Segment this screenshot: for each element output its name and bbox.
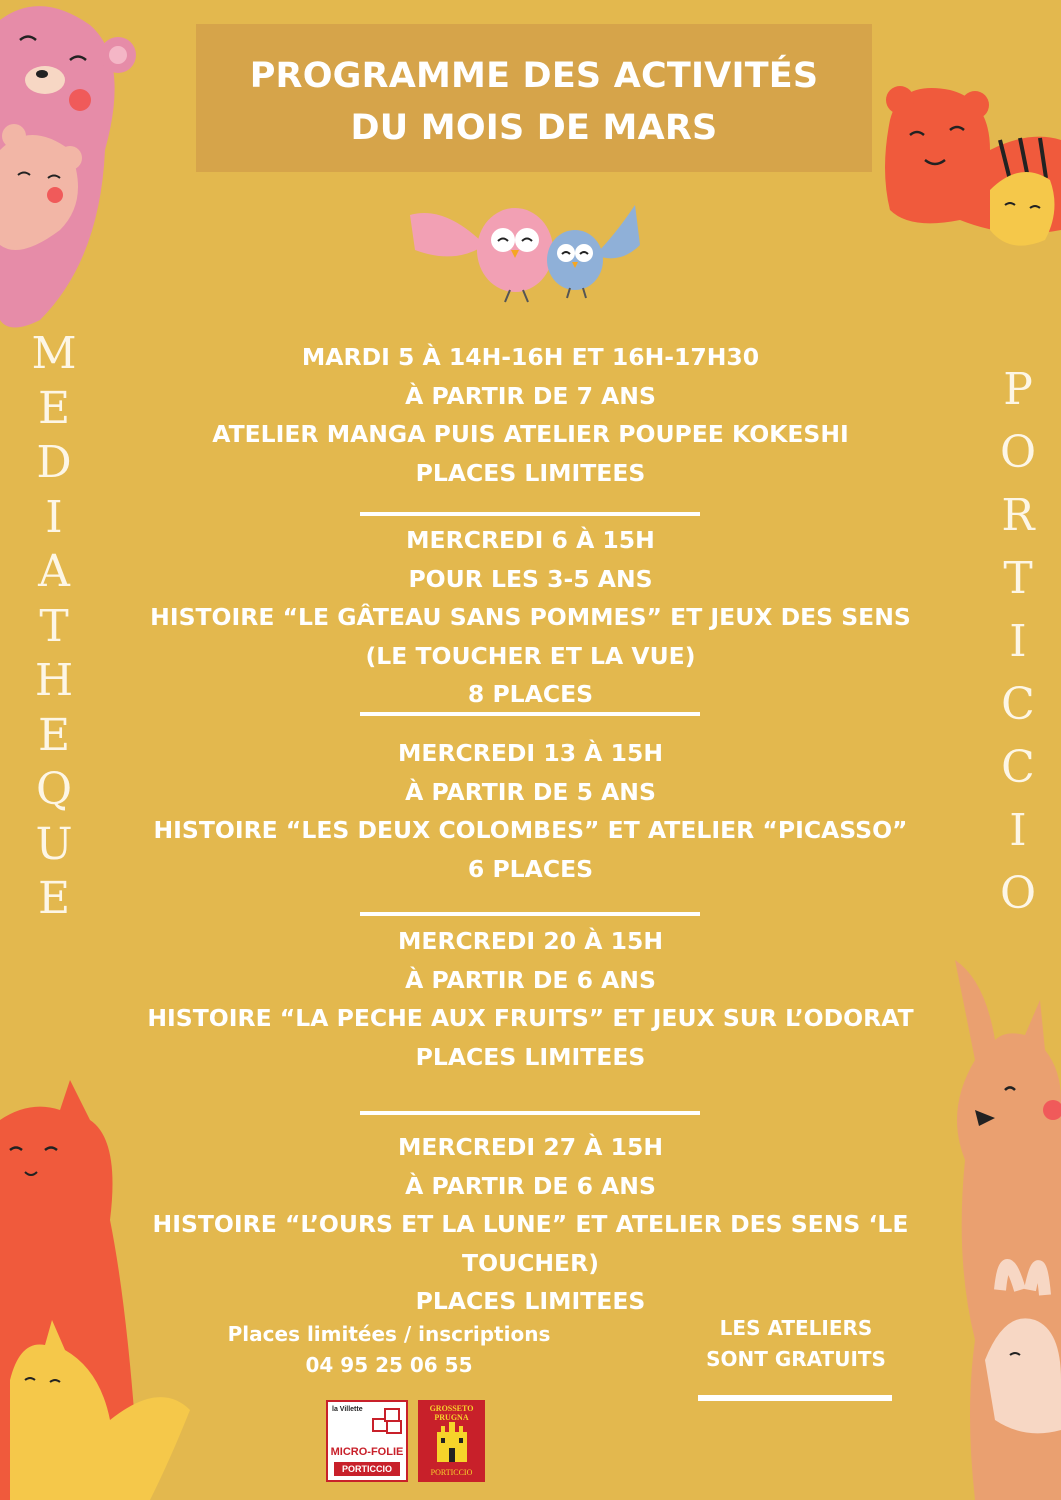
session-places: 6 PLACES [467,854,594,883]
grosseto-prugna-logo [418,1400,485,1482]
title-line-2: DU MOIS DE MARS [350,108,718,148]
session-date: MERCREDI 20 À 15H [398,927,663,955]
session-block [0,734,1061,888]
separator-line [360,512,700,516]
inscriptions-label: Places limitées / inscriptions [227,1322,551,1346]
session-block [0,922,1061,1076]
free-notice-underline [698,1395,892,1401]
vertical-letter: M [31,328,77,379]
title-banner [196,24,872,172]
vertical-letter: Q [35,764,73,815]
vertical-letter: U [35,818,73,870]
vertical-letter: I [1009,616,1027,667]
session-age: À PARTIR DE 5 ANS [405,777,656,806]
logo-brand: la Villette [332,1406,363,1413]
tiger-illustration [880,80,1061,280]
session-activity: ATELIER MANGA PUIS ATELIER POUPEE KOKESHI [212,420,849,448]
session-date: MARDI 5 À 14H-16H ET 16H-17H30 [301,343,760,371]
vertical-letter: I [1009,805,1027,856]
logo-bottom-text: PORTICCIO [430,1468,473,1477]
session-date: MERCREDI 6 À 15H [406,526,655,554]
session-activity: HISTOIRE “L’OURS ET LA LUNE” ET ATELIER DES SENS ‘LE [152,1210,909,1238]
separator-line [360,712,700,716]
vertical-letter: E [37,873,71,924]
vertical-letter: T [39,600,69,652]
session-activity: HISTOIRE “LES DEUX COLOMBES” ET ATELIER “PICASSO” [153,816,908,844]
vertical-letter: C [1001,679,1035,730]
owls-illustration [405,195,645,305]
vertical-letter: D [36,437,72,488]
castle-icon [435,1418,469,1462]
session-places: PLACES LIMITEES [415,1287,646,1315]
session-places: 8 PLACES [467,680,594,708]
free-notice [676,1313,916,1375]
vertical-letter: T [1003,553,1033,604]
session-block [0,521,1061,714]
session-activity: HISTOIRE “LA PECHE AUX FRUITS” ET JEUX SUR L’ODORAT [147,1004,914,1032]
vertical-letter: H [34,655,74,706]
session-block [0,338,1061,492]
session-activity: HISTOIRE “LE GÂTEAU SANS POMMES” ET JEUX DES SENS [150,603,911,631]
session-age: À PARTIR DE 6 ANS [405,965,656,994]
vertical-letter: E [37,382,71,434]
session-age: POUR LES 3-5 ANS [408,564,653,593]
phone-number: 04 95 25 06 55 [305,1353,473,1377]
separator-line [360,1111,700,1115]
vertical-letter: R [1001,490,1035,541]
session-block [0,1128,1061,1321]
session-activity-cont: TOUCHER) [462,1248,599,1277]
vertical-letter: A [38,546,70,597]
session-age: À PARTIR DE 7 ANS [405,381,656,410]
vertical-letter: O [999,868,1037,919]
session-activity-cont: (LE TOUCHER ET LA VUE) [365,641,696,670]
session-places: PLACES LIMITEES [415,1042,646,1071]
micro-folie-logo [326,1400,408,1482]
logo-place: PORTICCIO [334,1462,400,1476]
blocks-icon [372,1408,402,1432]
vertical-letter: O [999,427,1037,478]
session-age: À PARTIR DE 6 ANS [405,1171,656,1200]
free-notice-line-1: LES ATELIERS [719,1316,873,1340]
vertical-letter: I [45,491,63,543]
logo-name: MICRO-FOLIE [330,1446,404,1458]
session-places: PLACES LIMITEES [415,458,646,487]
bear-illustration [0,0,140,330]
vertical-letter: C [1001,742,1035,793]
logo-top-text: GROSSETO PRUGNA [429,1404,474,1422]
vertical-letter: P [1003,364,1033,415]
separator-line [360,912,700,916]
vertical-letter: E [37,709,71,761]
inscriptions-info [190,1319,588,1381]
session-date: MERCREDI 27 À 15H [398,1133,663,1161]
session-date: MERCREDI 13 À 15H [398,739,663,767]
free-notice-line-2: SONT GRATUITS [706,1347,886,1371]
title-line-1: PROGRAMME DES ACTIVITÉS [249,56,819,96]
